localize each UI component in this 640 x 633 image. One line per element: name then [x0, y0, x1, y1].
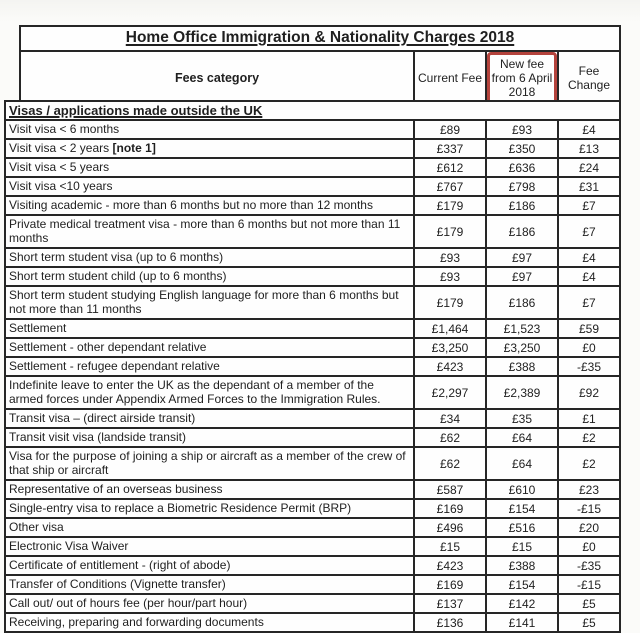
new-fee-cell: £141: [485, 614, 557, 631]
current-fee-cell: £423: [413, 557, 485, 574]
current-fee-cell: £179: [413, 287, 485, 318]
note-marker: [note 1]: [109, 141, 156, 155]
current-fee-cell: £2,297: [413, 377, 485, 408]
fee-category-cell: Settlement - refugee dependant relative: [9, 359, 220, 373]
fee-change-cell: £7: [557, 197, 619, 214]
new-fee-cell: £350: [485, 140, 557, 157]
fee-change-cell: £20: [557, 519, 619, 536]
fee-category-cell: Indefinite leave to enter the UK as the dependant of a member of the armed forces under Appendix Armed Forces to the Immigration Rules.: [9, 378, 381, 406]
fee-category-cell: Short term student visa (up to 6 months): [9, 250, 224, 264]
table-row: [6, 538, 619, 557]
fee-change-cell: -£35: [557, 358, 619, 375]
table-row: [6, 287, 619, 320]
table-row: [6, 500, 619, 519]
fee-category-cell: Visa for the purpose of joining a ship or aircraft as a member of the crew of that ship or aircraft: [9, 449, 406, 477]
fee-category-cell: Representative of an overseas business: [9, 482, 223, 496]
fee-change-cell: £4: [557, 121, 619, 138]
new-fee-cell: £64: [485, 429, 557, 446]
fee-category-cell: Visit visa <10 years: [9, 179, 113, 193]
table-row: [6, 159, 619, 178]
table-row: [6, 481, 619, 500]
table-row: [6, 557, 619, 576]
current-fee-cell: £137: [413, 595, 485, 612]
column-header-fees-category: Fees category: [174, 71, 260, 85]
new-fee-cell: £388: [485, 557, 557, 574]
new-fee-cell: £64: [485, 448, 557, 479]
fee-category-cell: Transit visa – (direct airside transit): [9, 411, 196, 425]
table-row: [6, 448, 619, 481]
fee-category-cell: Visit visa < 6 months: [9, 122, 120, 136]
current-fee-cell: £587: [413, 481, 485, 498]
table-row: [6, 576, 619, 595]
current-fee-cell: £1,464: [413, 320, 485, 337]
fee-change-cell: £4: [557, 268, 619, 285]
current-fee-cell: £62: [413, 429, 485, 446]
fee-change-cell: -£15: [557, 500, 619, 517]
fee-category-cell: Transit visit visa (landside transit): [9, 430, 186, 444]
table-row: [6, 216, 619, 249]
fee-change-cell: £1: [557, 410, 619, 427]
new-fee-cell: £93: [485, 121, 557, 138]
page-title-text: Home Office Immigration & Nationality Charges 2018: [125, 29, 515, 46]
fee-change-cell: £13: [557, 140, 619, 157]
fee-category-cell: Transfer of Conditions (Vignette transfer): [9, 577, 226, 591]
new-fee-cell: £610: [485, 481, 557, 498]
new-fee-cell: £154: [485, 500, 557, 517]
table-row: [6, 178, 619, 197]
table-row: [6, 140, 619, 159]
fee-category-cell: Short term student child (up to 6 months): [9, 269, 227, 283]
current-fee-cell: £179: [413, 216, 485, 247]
current-fee-cell: £169: [413, 576, 485, 593]
fee-change-cell: £0: [557, 339, 619, 356]
fee-change-cell: £24: [557, 159, 619, 176]
fee-category-cell: Certificate of entitlement - (right of abode): [9, 558, 231, 572]
table-row: [6, 595, 619, 614]
current-fee-cell: £169: [413, 500, 485, 517]
table-row: [6, 320, 619, 339]
new-fee-cell: £97: [485, 249, 557, 266]
fee-category-cell: Visit visa < 5 years: [9, 160, 110, 174]
new-fee-cell: £798: [485, 178, 557, 195]
current-fee-cell: £612: [413, 159, 485, 176]
current-fee-cell: £62: [413, 448, 485, 479]
current-fee-cell: £15: [413, 538, 485, 555]
table-row: [6, 268, 619, 287]
fee-change-cell: £0: [557, 538, 619, 555]
current-fee-cell: £337: [413, 140, 485, 157]
table-row: [6, 519, 619, 538]
fee-category-cell: Short term student studying English language for more than 6 months but not more than 11 months: [9, 288, 399, 316]
table-rows: [6, 121, 619, 631]
current-fee-cell: £136: [413, 614, 485, 631]
current-fee-cell: £93: [413, 249, 485, 266]
new-fee-cell: £1,523: [485, 320, 557, 337]
fee-change-cell: -£15: [557, 576, 619, 593]
section-header: [6, 102, 619, 121]
fee-change-cell: £5: [557, 614, 619, 631]
new-fee-cell: £388: [485, 358, 557, 375]
table-row: [6, 121, 619, 140]
fee-category-cell: Receiving, preparing and forwarding documents: [9, 615, 264, 629]
fee-category-cell: Visiting academic - more than 6 months but no more than 12 months: [9, 198, 373, 212]
column-header-row: [21, 52, 619, 104]
fee-category-cell: Electronic Visa Waiver: [9, 539, 129, 553]
column-header-current-fee: Current Fee: [413, 52, 485, 104]
fee-change-cell: £92: [557, 377, 619, 408]
table-row: [6, 358, 619, 377]
new-fee-cell: £186: [485, 216, 557, 247]
fee-change-cell: £59: [557, 320, 619, 337]
current-fee-cell: £179: [413, 197, 485, 214]
fee-change-cell: £31: [557, 178, 619, 195]
fee-change-cell: £2: [557, 429, 619, 446]
table-row: [6, 249, 619, 268]
column-header-new-fee-text: New fee from 6 April 2018: [491, 57, 553, 99]
table-row: [6, 614, 619, 631]
table-row: [6, 377, 619, 410]
new-fee-cell: £15: [485, 538, 557, 555]
current-fee-cell: £34: [413, 410, 485, 427]
column-header-fee-change: Fee Change: [557, 52, 619, 104]
fee-category-cell: Single-entry visa to replace a Biometric Residence Permit (BRP): [9, 501, 352, 515]
current-fee-cell: £3,250: [413, 339, 485, 356]
new-fee-cell: £3,250: [485, 339, 557, 356]
current-fee-cell: £93: [413, 268, 485, 285]
fee-change-cell: £5: [557, 595, 619, 612]
new-fee-cell: £97: [485, 268, 557, 285]
table-row: [6, 429, 619, 448]
section-header-text: Visas / applications made outside the UK: [9, 103, 263, 118]
fee-category-cell: Settlement: [9, 321, 67, 335]
table-header-box: [19, 25, 621, 106]
new-fee-cell: £2,389: [485, 377, 557, 408]
fees-table: [4, 100, 621, 633]
page-title: [21, 27, 619, 52]
table-row: [6, 197, 619, 216]
fee-change-cell: £7: [557, 216, 619, 247]
new-fee-cell: £186: [485, 197, 557, 214]
fee-change-cell: £7: [557, 287, 619, 318]
new-fee-cell: £35: [485, 410, 557, 427]
column-header-new-fee: [485, 52, 557, 104]
table-row: [6, 339, 619, 358]
new-fee-cell: £142: [485, 595, 557, 612]
new-fee-cell: £154: [485, 576, 557, 593]
table-row: [6, 410, 619, 429]
current-fee-cell: £423: [413, 358, 485, 375]
fee-category-cell: Settlement - other dependant relative: [9, 340, 207, 354]
current-fee-cell: £89: [413, 121, 485, 138]
fee-category-cell: Call out/ out of hours fee (per hour/part hour): [9, 596, 248, 610]
fee-change-cell: £2: [557, 448, 619, 479]
current-fee-cell: £496: [413, 519, 485, 536]
new-fee-cell: £186: [485, 287, 557, 318]
fee-change-cell: £23: [557, 481, 619, 498]
fee-change-cell: £4: [557, 249, 619, 266]
new-fee-cell: £636: [485, 159, 557, 176]
fee-category-cell: Other visa: [9, 520, 64, 534]
current-fee-cell: £767: [413, 178, 485, 195]
fee-category-cell: Visit visa < 2 years [note 1]: [9, 141, 156, 155]
fee-change-cell: -£35: [557, 557, 619, 574]
new-fee-cell: £516: [485, 519, 557, 536]
fee-category-cell: Private medical treatment visa - more than 6 months but not more than 11 months: [9, 217, 401, 245]
